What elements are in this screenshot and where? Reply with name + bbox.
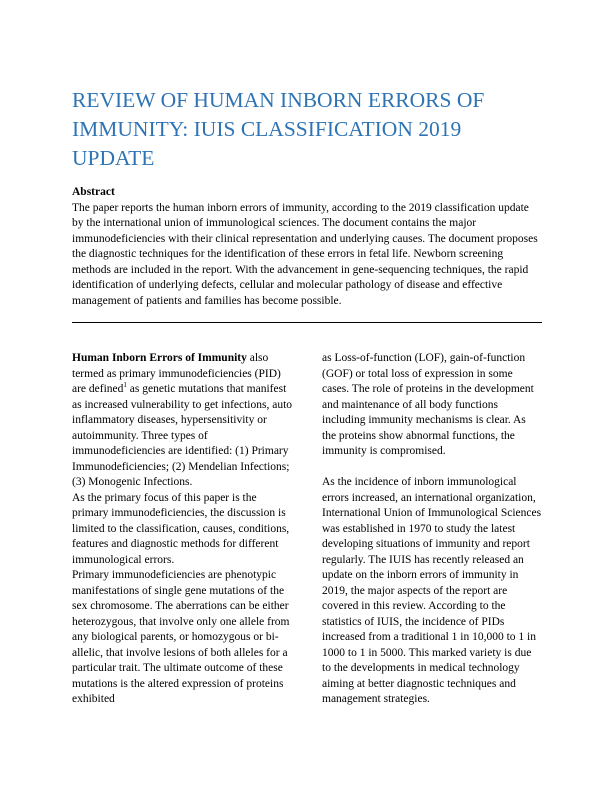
- definition-text-before-footnote: also termed as primary immunodeficiencies (PID) are defined: [72, 352, 281, 395]
- abstract-text: The paper reports the human inborn errors of immunity, according to the 2019 classification update by the international union of immunological sciences. The document contains the major immunodeficiencies with their clinical representation and underlying causes. The document proposes the diagnostic techniques for the identification of these errors in fetal life. Newborn screening methods are included in the report. With the advancement in gene-sequencing techniques, the rapid identification of underlying defects, cellular and molecular pathology of disease and effective management of patients and families has become possible.: [72, 201, 538, 307]
- paragraph-iuis-history: As the incidence of inborn immunological errors increased, an international organization, International Union of Immunological Sciences was established in 1970 to study the latest developing situations of immunity and report regularly. The IUIS has recently released an update on the inborn errors of immunity in 2019, the major aspects of the report are covered in this review. According to the statistics of IUIS, the incidence of PIDs increased from a traditional 1 in 10,000 to 1 in 1000 to 1 in 5000. This marked variety is due to the developments in medical technology aiming at better diagnostic techniques and management strategies.: [322, 476, 542, 705]
- paragraph-focus: As the primary focus of this paper is the primary immunodeficiencies, the discussion is limited to the classification, causes, conditions, features and diagnostic methods for different immunological errors.: [72, 491, 290, 566]
- page-content: [72, 86, 542, 708]
- paragraph-genetics-continued: as Loss-of-function (LOF), gain-of-function (GOF) or total loss of expression in some cases. The role of proteins in the development and maintenance of all body functions including immunity mechanisms is clear. As the proteins show abnormal functions, the immunity is compromised.: [322, 352, 534, 457]
- paragraph-definition: [72, 351, 295, 491]
- abstract-section: [72, 185, 542, 309]
- section-divider: [72, 322, 542, 323]
- right-column: [322, 351, 542, 708]
- paragraph-genetics: Primary immunodeficiencies are phenotypic manifestations of single gene mutations of the sex chromosome. The aberrations can be either heterozygous, that involve only one allele from any biological parents, or homozygous or bi-allelic, that involve lesions of both alleles for a particular trait. The ultimate outcome of these mutations is the altered expression of proteins exhibited: [72, 569, 290, 705]
- footnote-reference: 1: [123, 381, 127, 390]
- lead-term: Human Inborn Errors of Immunity: [72, 352, 247, 364]
- abstract-heading: Abstract: [72, 186, 115, 198]
- body-columns: [72, 351, 542, 708]
- definition-text-after-footnote: as genetic mutations that manifest as increased vulnerability to get infections, auto inflammatory diseases, hypersensitivity or autoimmunity. Three types of immunodeficiencies are identified: (1) Primary Immunodeficiencies; (2) Mendelian Infections; (3) Monogenic Infections.: [72, 383, 293, 488]
- left-column: [72, 351, 295, 708]
- page-title: REVIEW OF HUMAN INBORN ERRORS OF IMMUNITY: IUIS CLASSIFICATION 2019 UPDATE: [72, 88, 485, 170]
